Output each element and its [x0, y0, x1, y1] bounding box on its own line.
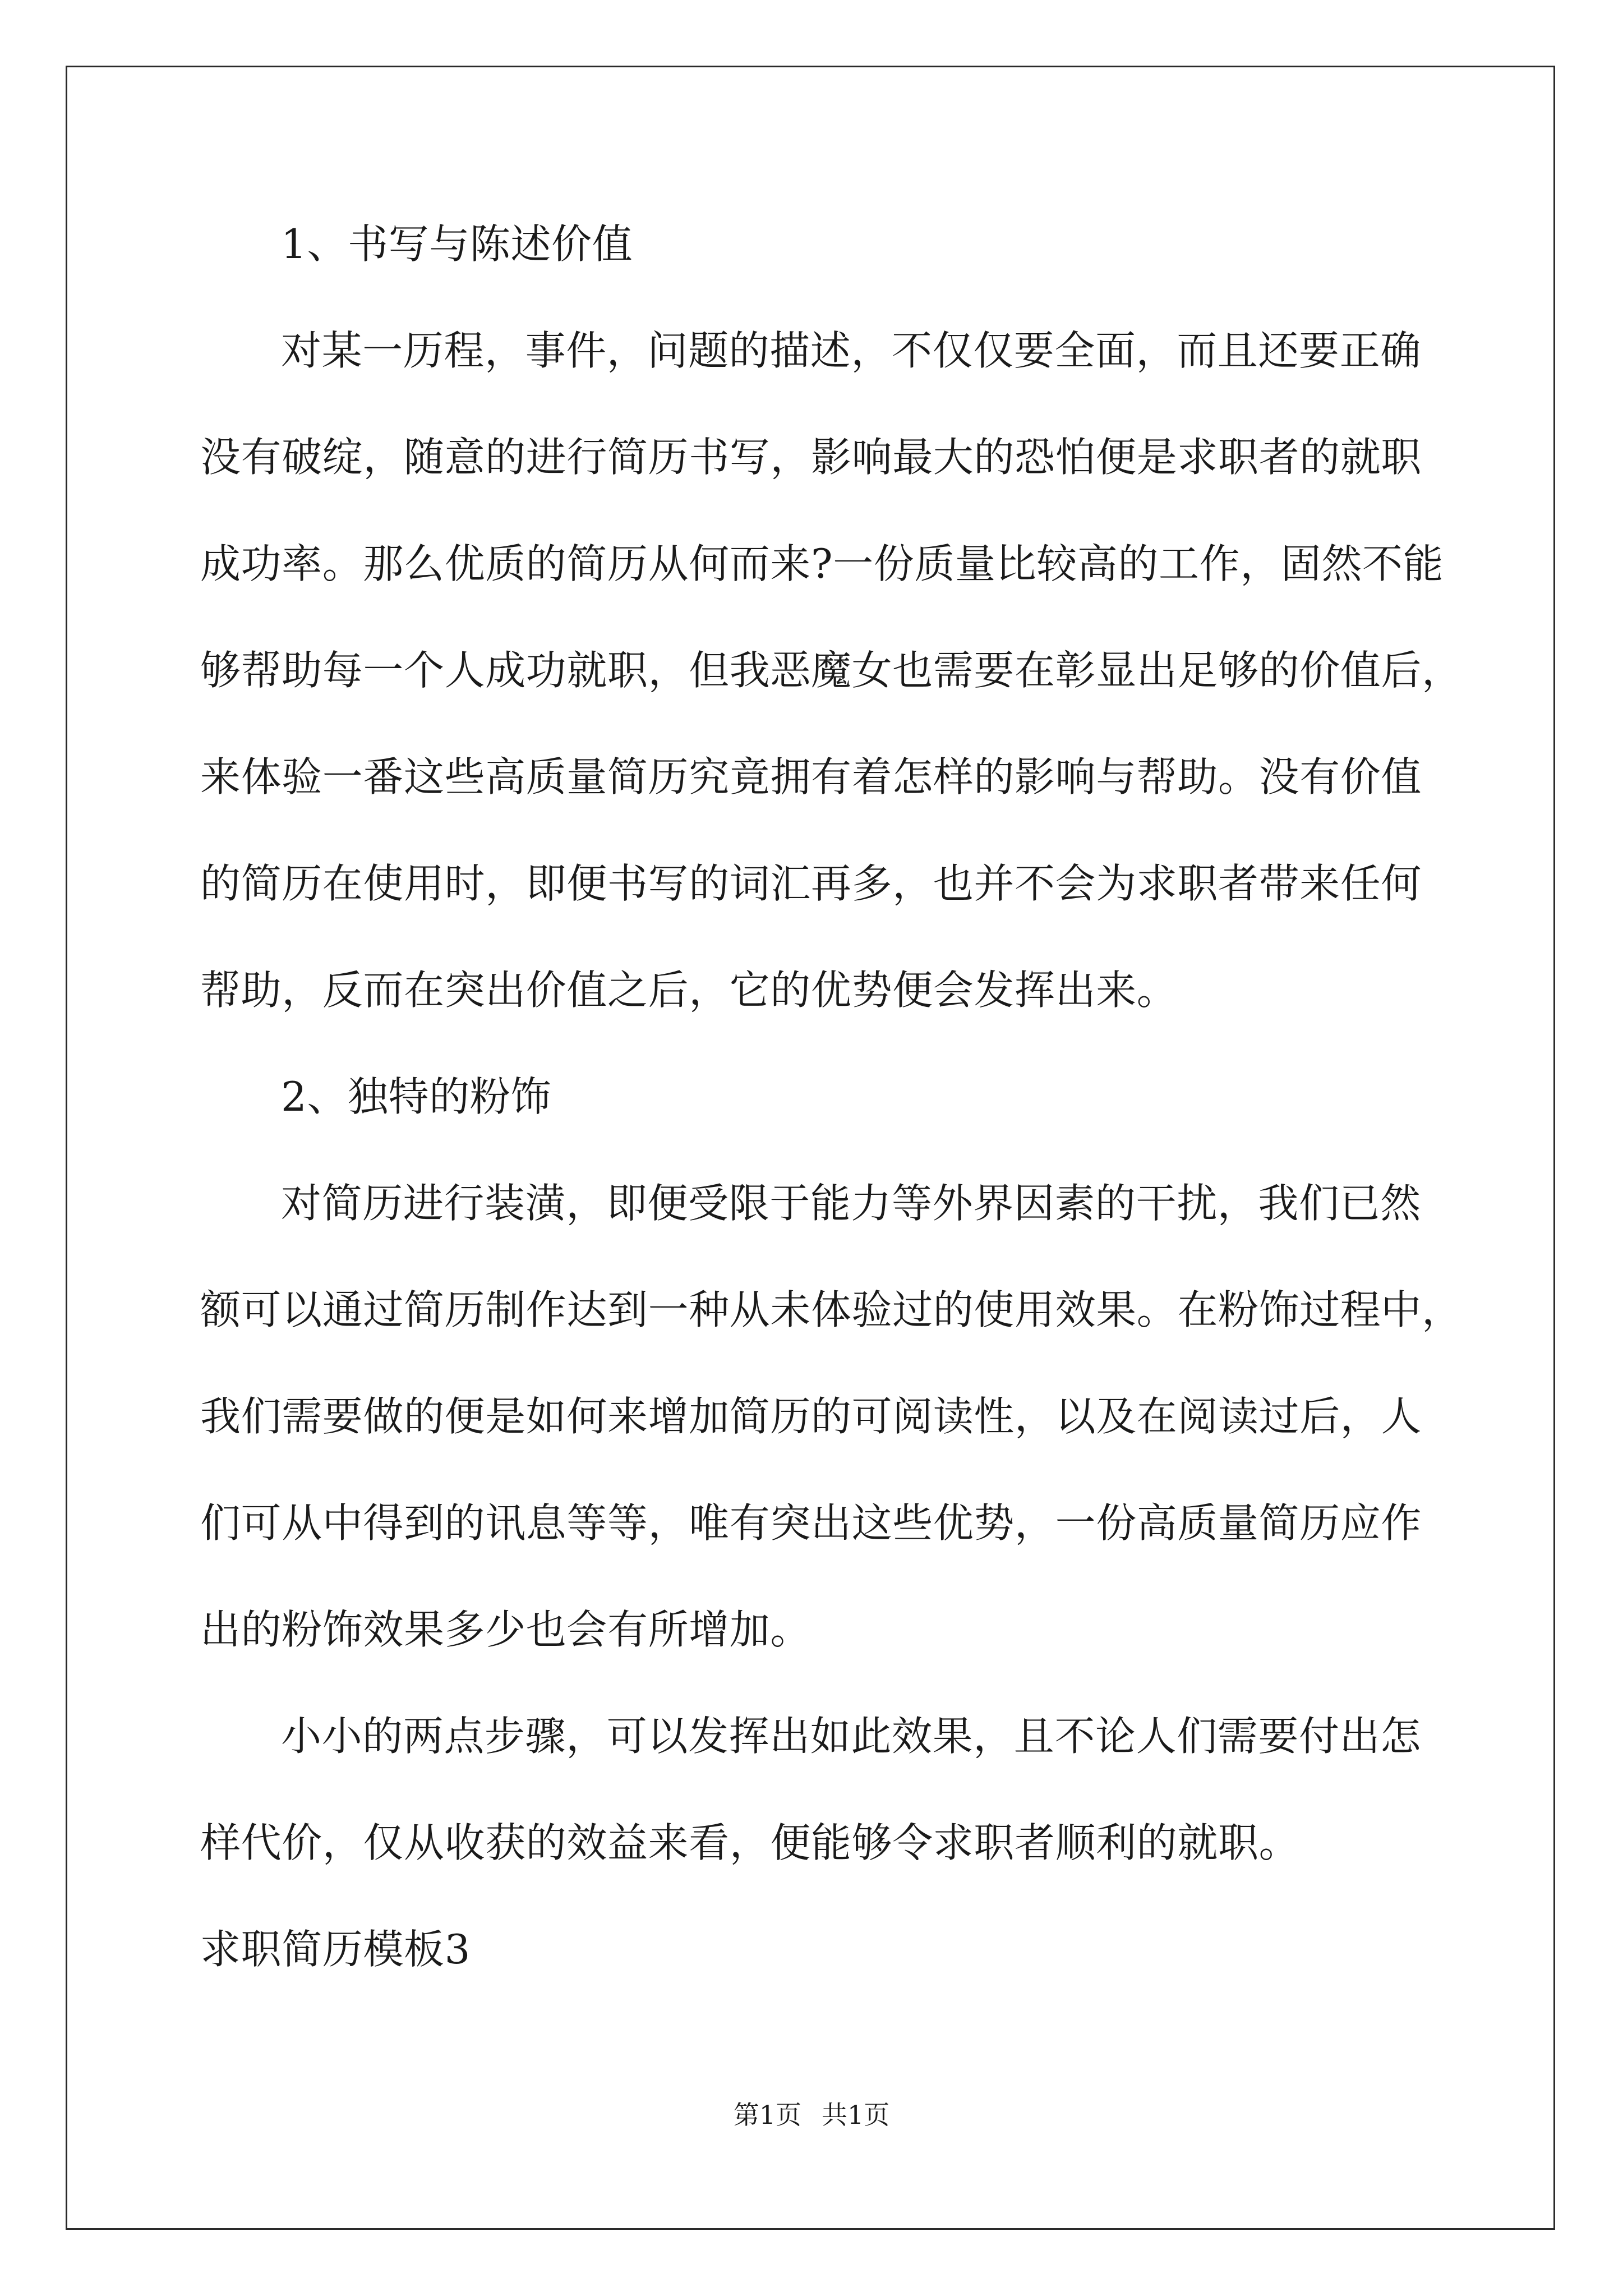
page-footer: [0, 2098, 1623, 2132]
page-number: 第1页: [733, 2100, 801, 2130]
section-heading-1: 1、书写与陈述价值: [281, 220, 633, 268]
paragraph-line: 没有破绽，随意的进行简历书写，影响最大的恐怕便是求职者的就职: [200, 434, 1422, 481]
paragraph-line: 成功率。那么优质的简历从何而来?一份质量比较高的工作，固然不能: [200, 540, 1444, 587]
paragraph-line: 出的粉饰效果多少也会有所增加。: [200, 1606, 811, 1653]
paragraph-line: 帮助，反而在突出价值之后，它的优势便会发挥出来。: [200, 967, 1178, 1014]
paragraph-line: 够帮助每一个人成功就职，但我恶魔女也需要在彰显出足够的价值后，: [200, 647, 1463, 694]
paragraph-line: 来体验一番这些高质量简历究竟拥有着怎样的影响与帮助。没有价值: [200, 753, 1422, 800]
paragraph-line: 对某一历程，事件，问题的描述，不仅仅要全面，而且还要正确: [281, 327, 1421, 374]
page-border: [66, 66, 1555, 2230]
paragraph-line: 样代价，仅从收获的效益来看，便能够令求职者顺利的就职。: [200, 1819, 1300, 1866]
paragraph-line: 我们需要做的便是如何来增加简历的可阅读性，以及在阅读过后，人: [200, 1393, 1422, 1440]
paragraph-line: 额可以通过简历制作达到一种从未体验过的使用效果。在粉饰过程中，: [200, 1286, 1463, 1333]
section-title: 求职简历模板3: [200, 1926, 471, 1973]
section-heading-2: 2、独特的粉饰: [281, 1073, 552, 1120]
paragraph-line: 的简历在使用时，即便书写的词汇再多，也并不会为求职者带来任何: [200, 860, 1422, 907]
paragraph-line: 对简历进行装潢，即便受限于能力等外界因素的干扰，我们已然: [281, 1180, 1421, 1227]
paragraph-line: 小小的两点步骤，可以发挥出如此效果，且不论人们需要付出怎: [281, 1713, 1421, 1760]
page-total: 共1页: [822, 2100, 890, 2130]
paragraph-line: 们可从中得到的讯息等等，唯有突出这些优势，一份高质量简历应作: [200, 1499, 1422, 1547]
